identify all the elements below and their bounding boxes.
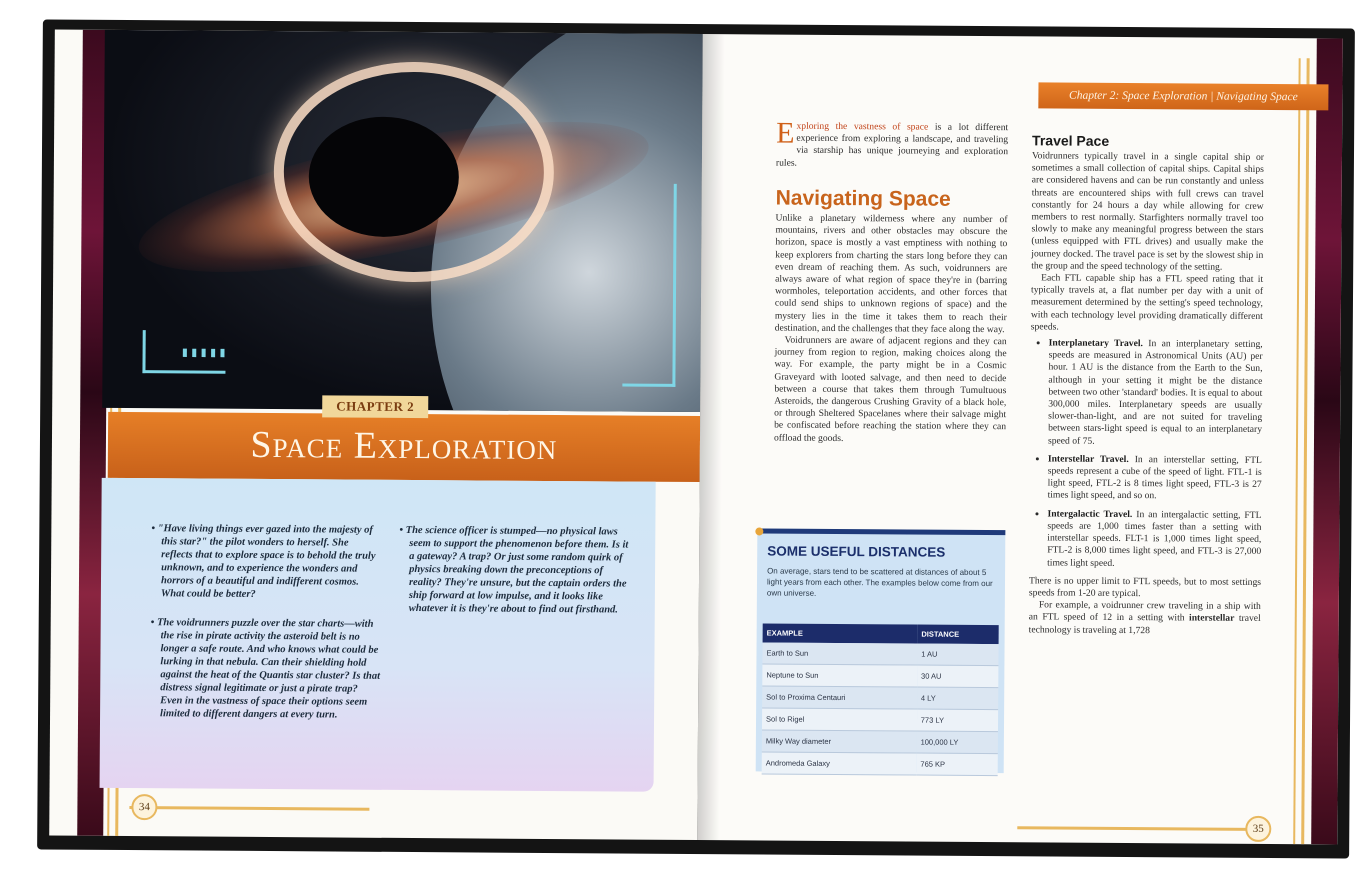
list-text: In an interstellar setting, FTL speeds represent a cube of the speed of light. FTL-1 is light speed, FTL-2 is 8 times light speed, FTL-3 is 27 times light speed, and so on.	[1047, 453, 1262, 502]
table-row	[762, 730, 998, 754]
table-row	[762, 752, 998, 776]
hud-frame-icon	[622, 183, 676, 386]
speed-list	[1029, 337, 1263, 570]
table-cell: Sol to Proxima Centauri	[762, 686, 917, 709]
list-item	[1048, 453, 1262, 503]
list-item: • "Have living things ever gazed into the majesty of this star?" the pilot wonders to herself. She reflects that to explore space is to behold the truly unknown, and to experience the wonders and horrors of a beautiful and indifferent cosmos. What could be better?	[151, 522, 382, 602]
list-item: • The voidrunners puzzle over the star charts—with the rise in pirate activity the asteroid belt is no longer a safe route. And who knows what could be lurking in that nebula. Can their shielding hold against the heat of the Quantis star cluster? Is that distress signal legitimate or just a pirate trap? Even in the vastness of space their options seem limited to different dangers at every turn.	[150, 616, 381, 722]
body-paragraph: Voidrunners are aware of adjacent regions and they can journey from region to region, making choices along the way. For example, the party might be in a Cosmic Graveyard with looted salvage, and then need to decide between a course that takes them through Tumultuous Asteroids, the dangerous Crushing Gravity of a black hole, or through Sheltered Spacelanes where their salvage might be confiscated before reaching the station where they can offload the goods.	[773, 334, 1007, 444]
list-text: In an interplanetary setting, speeds are measured in Astronomical Units (AU) per hour. 1 AU is the distance from the Earth to the Sun, although in your setting it might be the distance between two other 'standard' bodies. It is equal to about 300,000 miles. Interplanetary speeds are usually slower-than-light, and are not suited for traveling between stars-light speed is equal to an interplanetary speed of 75.	[1047, 338, 1263, 447]
column-header: EXAMPLE	[763, 623, 918, 643]
body-paragraph: Unlike a planetary wilderness where any number of mountains, rivers and other obstacles may obscure the horizon, space is mostly a vast emptiness with nothing to keep explorers from charting the stars long before they can even dream of reaching them. As such, voidrunners are always aware of what region of space they're in (barring wormholes, teleportation accidents, and other forces that could send ships to unknown regions of space) and the mystery lies in the time it takes them to reach their destination, and the challenges that they face along the way.	[774, 212, 1008, 335]
hud-bars-icon: ▮▮▮▮▮	[180, 344, 228, 361]
list-term: Intergalactic Travel.	[1047, 508, 1133, 520]
table-cell: 30 AU	[917, 665, 998, 688]
left-page	[49, 30, 703, 841]
list-item	[1048, 338, 1263, 449]
footer-rule	[129, 806, 369, 811]
sidebar-marker-icon	[755, 527, 763, 535]
nebula-border-right	[1311, 38, 1343, 844]
drop-cap: E	[776, 116, 795, 150]
hero-image-black-hole	[102, 30, 703, 412]
footer-rule	[1017, 826, 1267, 831]
intro-text: is a lot different experience from exploring a landscape, and traveling via starship has unique journeying and exploration rules.	[775, 121, 1009, 169]
body-text: travel technology is traveling at 1,728	[1028, 613, 1261, 636]
body-paragraph: Each FTL capable ship has a FTL speed rating that it typically travels at, a flat number per day with a unit of measurement determined by the setting's speed technology, with each technology level providing dramatically different speeds.	[1030, 272, 1264, 333]
sidebar-text: On average, stars tend to be scattered at distances of about 5 light years from each other. The examples below come from our own universe.	[766, 566, 993, 598]
open-book	[37, 19, 1355, 858]
list-item	[1047, 508, 1261, 571]
table-row	[762, 664, 998, 688]
travel-pace-body	[1029, 150, 1264, 637]
chapter-label: CHAPTER 2	[322, 395, 428, 418]
table-row	[762, 686, 998, 710]
chapter-title: Space Exploration	[250, 423, 558, 469]
page-number-right: 35	[1245, 816, 1271, 842]
list-text: In an intergalactic setting, FTL speeds are 1,000 times faster than a setting with interstellar speeds. FLT-1 is 1,000 times light speed, FTL-2 is 8,000 times light speed, and FTL-3 is 27,000 times light speed.	[1047, 508, 1262, 569]
list-term: Interstellar Travel.	[1047, 453, 1129, 465]
table-cell: 100,000 LY	[917, 731, 998, 754]
body-text-bold: interstellar	[1189, 612, 1235, 625]
sidebar-title: SOME USEFUL DISTANCES	[767, 543, 946, 560]
body-text: For example, a voidrunner crew traveling in a ship with an FTL speed of 12 in a setting with	[1028, 599, 1261, 624]
gold-border-line	[1301, 58, 1309, 844]
table-cell: 765 KP	[916, 753, 997, 776]
page-number-left: 34	[131, 794, 157, 820]
right-page	[697, 34, 1343, 844]
intro-paragraph	[775, 116, 1009, 171]
navigating-body	[774, 213, 1008, 446]
distances-table	[762, 623, 999, 776]
table-cell: Milky Way diameter	[762, 730, 917, 753]
list-item: • The science officer is stumped—no physical laws seem to support the phenomenon before them. Is it a gateway? A trap? Or just some random quirk of physics breaking down the preconceptions of reality? They're unsure, but the captain orders the ship forward at low impulse, and it looks like whatever it is they're about to find out firsthand.	[399, 524, 632, 617]
bullet-column-1	[150, 522, 381, 738]
table-cell: 1 AU	[917, 644, 998, 666]
body-paragraph: There is no upper limit to FTL speeds, but to most settings speeds from 1-20 are typical.	[1028, 575, 1262, 600]
table-row	[762, 642, 998, 665]
table-cell: Andromeda Galaxy	[762, 752, 917, 775]
intro-highlight: xploring the vastness of space	[796, 120, 929, 133]
running-header: Chapter 2: Space Exploration | Navigating Space	[1038, 82, 1328, 110]
bullet-column-2	[399, 524, 632, 633]
list-term: Interplanetary Travel.	[1048, 337, 1143, 350]
table-cell: Earth to Sun	[762, 642, 917, 665]
gold-border-line	[1293, 58, 1300, 844]
table-cell: 4 LY	[917, 687, 998, 710]
black-hole	[308, 116, 459, 237]
table-cell: Neptune to Sun	[762, 664, 917, 687]
table-cell: Sol to Rigel	[762, 708, 917, 731]
table-row	[762, 708, 998, 732]
useful-distances-sidebar	[756, 528, 1006, 773]
column-header: DISTANCE	[917, 625, 998, 645]
page-gutter	[697, 34, 725, 840]
section-heading: Travel Pace	[1032, 132, 1110, 149]
body-paragraph: Voidrunners typically travel in a single capital ship or sometimes a small collection of capital ships. Capital ships are considered havens and can be run constantly and unless threats are encountered ships with full crews can travel constantly for 24 hours a day while allowing for crew members to rest normally. Starfighters normally travel too slowly to make any meaningful progress between the stars (unless equipped with FTL drives) and usually make the journey docked. The travel pace is set by the slowest ship in the group and the speed technology of the setting.	[1031, 150, 1265, 273]
table-cell: 773 LY	[917, 709, 998, 732]
body-paragraph	[1029, 599, 1261, 637]
chapter-title-band	[108, 412, 700, 482]
section-heading: Navigating Space	[775, 186, 951, 211]
